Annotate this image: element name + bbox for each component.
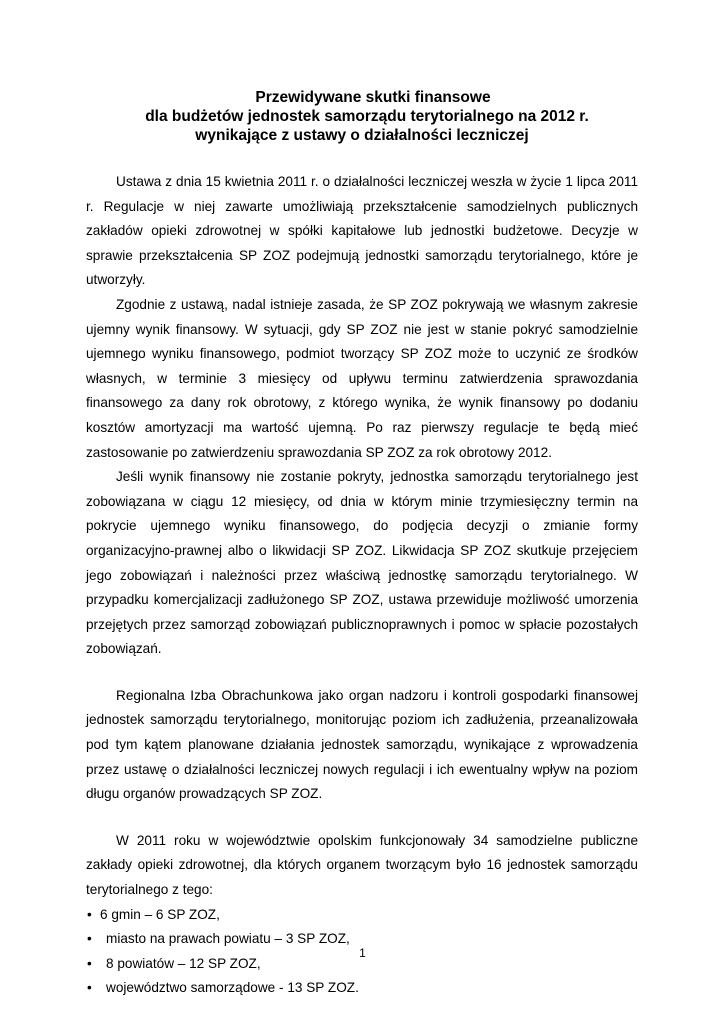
paragraph-rio-analysis: Regionalna Izba Obrachunkowa jako organ nadzoru i kontroli gospodarki finansowej jednostek samorządu terytorialnego, monitorując poziom ich zadłużenia, przeanalizowała pod tym kątem planowane działania jednostek samorządu, wynikające z wprowadzenia przez ustawę o działalności leczniczej nowych regulacji i ich ewentualny wpływ na poziom długu organów prowadzących SP ZOZ. bbox=[86, 687, 638, 802]
list-item-text: województwo samorządowe - 13 SP ZOZ. bbox=[106, 980, 359, 996]
title-line-2: dla budżetów jednostek samorządu terytorialnego na 2012 r. bbox=[145, 108, 589, 125]
title-line-1: Przewidywane skutki finansowe bbox=[255, 89, 491, 106]
bullet-icon: • bbox=[87, 931, 92, 947]
paragraph-liquidation: Jeśli wynik finansowy nie zostanie pokryty, jednostka samorządu terytorialnego jest zobowiązana w ciągu 12 miesięcy, od dnia w którym minie trzymiesięczny termin na pokrycie ujemnego wyniku finansowego, do podjęcia decyzji o zmianie formy organizacyjno-prawnej albo o likwidacji SP ZOZ. Likwidacja SP ZOZ skutkuje przejęciem jego zobowiązań i należności przez właściwą jednostkę samorządu terytorialnego. W przypadku komercjalizacji zadłużonego SP ZOZ, ustawa przewiduje możliwość umorzenia przejętych przez samorząd zobowiązań publicznoprawnych i pomoc w spłacie pozostałych zobowiązań. bbox=[86, 469, 638, 657]
list-item-text: 8 powiatów – 12 SP ZOZ, bbox=[106, 955, 261, 971]
list-item-text: miasto na prawach powiatu – 3 SP ZOZ, bbox=[106, 931, 350, 947]
document-title bbox=[86, 88, 638, 145]
bullet-icon: • bbox=[87, 906, 92, 922]
bullet-icon: • bbox=[87, 980, 92, 996]
paragraph-negative-result: Zgodnie z ustawą, nadal istnieje zasada, że SP ZOZ pokrywają we własnym zakresie ujemny wynik finansowy. W sytuacji, gdy SP ZOZ nie jest w stanie pokryć samodzielnie ujemnego wyniku finansowego, podmiot tworzący SP ZOZ może to uczynić ze środków własnych, w terminie 3 miesięcy od upływu terminu zatwierdzenia sprawozdania finansowego za dany rok obrotowy, z którego wynika, że wynik finansowy po dodaniu kosztów amortyzacji ma wartość ujemną. Po raz pierwszy regulacje te będą mieć zastosowanie po zatwierdzeniu sprawozdania SP ZOZ za rok obrotowy 2012. bbox=[86, 296, 638, 460]
spacer bbox=[86, 807, 638, 829]
paragraph-act-intro: Ustawa z dnia 15 kwietnia 2011 r. o działalności leczniczej weszła w życie 1 lipca 2011 r. Regulacje w niej zawarte umożliwiają przekształcenie samodzielnych publicznych zakładów opieki zdrowotnej w spółki kapitałowe lub jednostki budżetowe. Decyzje w sprawie przekształcenia SP ZOZ podejmują jednostki samorządu terytorialnego, które je utworzyły. bbox=[86, 174, 638, 288]
page-number: 1 bbox=[359, 946, 366, 960]
list-item bbox=[86, 903, 638, 928]
list-item bbox=[86, 976, 638, 1001]
list-item-text: 6 gmin – 6 SP ZOZ, bbox=[100, 906, 220, 922]
bullet-icon: • bbox=[87, 955, 92, 971]
title-line-3: wynikające z ustawy o działalności leczniczej bbox=[195, 127, 529, 144]
document-page bbox=[86, 88, 638, 1001]
paragraph-opolskie-2011: W 2011 roku w województwie opolskim funkcjonowały 34 samodzielne publiczne zakłady opieki zdrowotnej, dla których organem tworzącym było 16 jednostek samorządu terytorialnego z tego: bbox=[86, 832, 638, 898]
spacer bbox=[86, 662, 638, 684]
